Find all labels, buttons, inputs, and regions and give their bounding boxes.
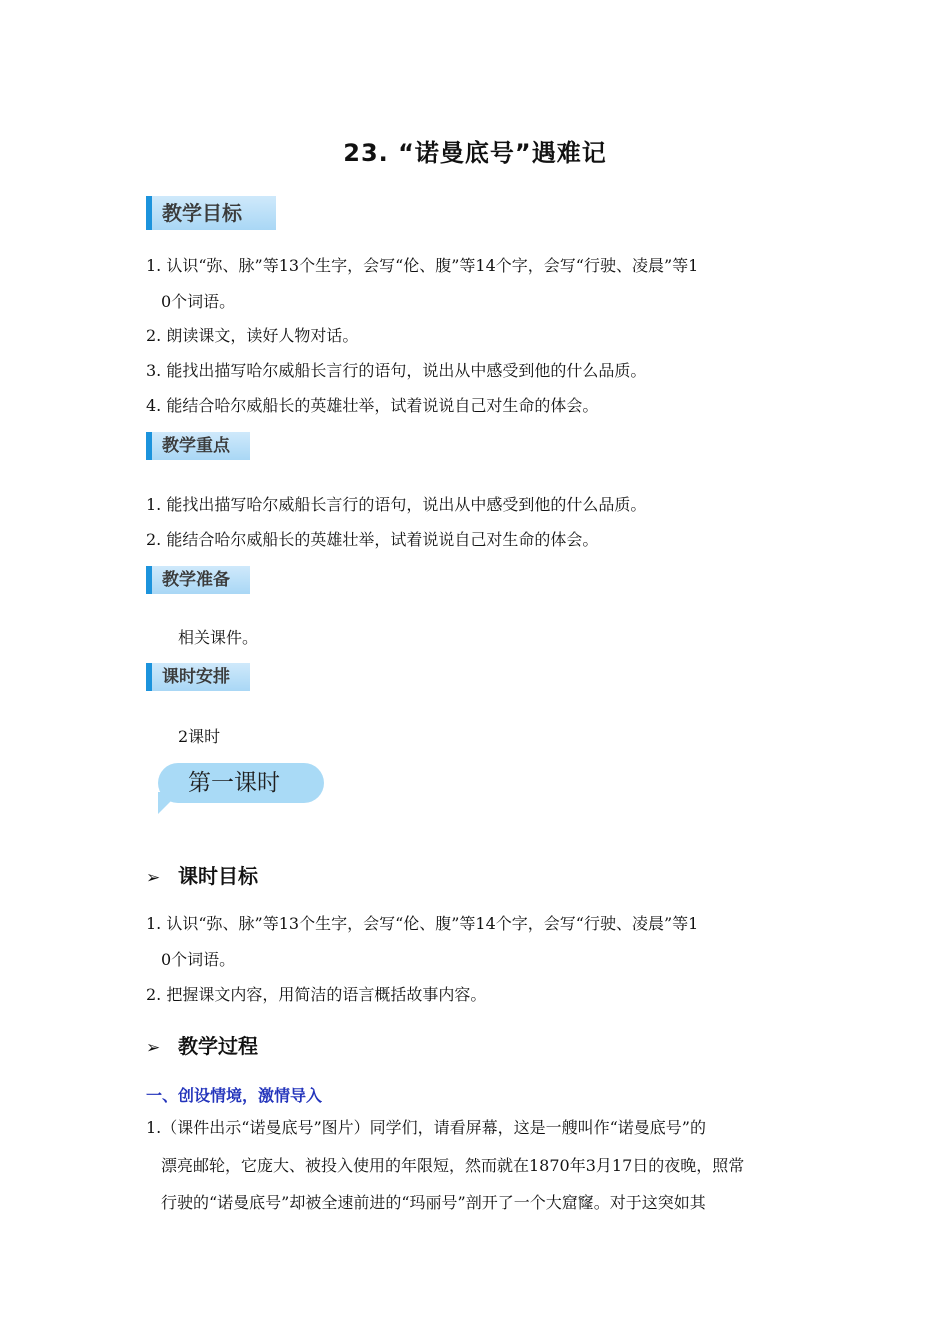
process-heading: ➢ 教学过程 xyxy=(146,1034,258,1058)
lesson-badge: 第一课时 xyxy=(158,763,324,803)
lesson-goal-line-2: 2. 把握课文内容，用简洁的语言概括故事内容。 xyxy=(146,985,487,1004)
schedule-text: 2课时 xyxy=(178,727,221,746)
lesson-goals-heading: ➢ 课时目标 xyxy=(146,864,258,888)
tag-teaching-goals: 教学目标 xyxy=(146,196,276,230)
tag-schedule: 课时安排 xyxy=(146,663,250,691)
goal-line-1-cont: 0个词语。 xyxy=(161,292,236,311)
arrow-bullet-icon: ➢ xyxy=(146,868,161,888)
preparation-text: 相关课件。 xyxy=(178,628,259,647)
goal-line-4: 4. 能结合哈尔威船长的英雄壮举，试着说说自己对生命的体会。 xyxy=(146,396,599,415)
step1-title: 一、创设情境，激情导入 xyxy=(146,1086,323,1105)
goal-line-1: 1. 认识“弥、脉”等13个生字，会写“伦、腹”等14个字，会写“行驶、凌晨”等1 xyxy=(146,256,699,275)
key-point-line-2: 2. 能结合哈尔威船长的英雄壮举，试着说说自己对生命的体会。 xyxy=(146,530,599,549)
tag-preparation: 教学准备 xyxy=(146,566,250,594)
goal-line-3: 3. 能找出描写哈尔威船长言行的语句，说出从中感受到他的什么品质。 xyxy=(146,361,647,380)
goal-line-2: 2. 朗读课文，读好人物对话。 xyxy=(146,326,359,345)
tag-key-points: 教学重点 xyxy=(146,432,250,460)
lesson-goal-line-1-cont: 0个词语。 xyxy=(161,950,236,969)
page-title: 23. “诺曼底号”遇难记 xyxy=(343,139,607,167)
key-point-line-1: 1. 能找出描写哈尔威船长言行的语句，说出从中感受到他的什么品质。 xyxy=(146,495,647,514)
step1-line-1: 1.（课件出示“诺曼底号”图片）同学们，请看屏幕，这是一艘叫作“诺曼底号”的 xyxy=(146,1118,706,1137)
step1-line-3: 行驶的“诺曼底号”却被全速前进的“玛丽号”剖开了一个大窟窿。对于这突如其 xyxy=(161,1193,706,1212)
lesson-goal-line-1: 1. 认识“弥、脉”等13个生字，会写“伦、腹”等14个字，会写“行驶、凌晨”等1 xyxy=(146,914,699,933)
step1-line-2: 漂亮邮轮，它庞大、被投入使用的年限短，然而就在1870年3月17日的夜晚，照常 xyxy=(161,1156,745,1175)
arrow-bullet-icon: ➢ xyxy=(146,1038,161,1058)
